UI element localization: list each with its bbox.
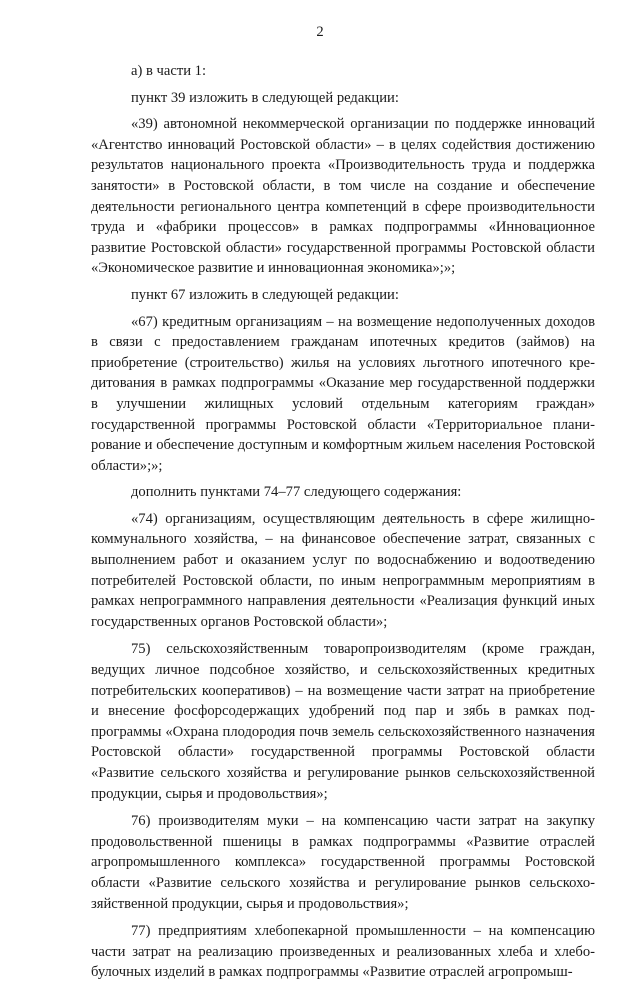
page-number: 2 bbox=[316, 24, 324, 40]
paragraph-item-39: «39) автономной некоммерческой организации по поддержке инноваций «Агентство инноваций Ростовской области» – в целях содействия достижению результатов национального проекта «Производительность труда и поддержка занятости» в Ростовской области, в том числе на создание и обеспечение деятельности регионального центра компетенций в сфере производительности труда и «фабрики процессов» в рамках подпрограммы «Инновационное развитие Ростовской области» государственной программы Ростовской области «Экономическое развитие и инновационная экономика»;»; bbox=[91, 116, 595, 277]
paragraph-items-74-77-intro: дополнить пунктами 74–77 следующего содержания: bbox=[131, 484, 462, 501]
paragraph-item-74: «74) организациям, осуществляющим деятельность в сфере жилищно-коммунального хозяйства, – на финансовое обеспечение затрат, связанных с выполнением работ и оказанием услуг по водоснабжению и водоотведению потребителей Ростовской области, по иным непрограммным мероприятиям в рамках непрограммного направления деятельности «Реализация функций иных государственных органов Ростовской области»; bbox=[91, 510, 595, 630]
document-body bbox=[91, 61, 595, 983]
paragraph-item-77: 77) предприятиям хлебопекарной промышленности – на компенсацию части затрат на реализацию произведенных и реализованных хлеба и хлебобулочных изделий в рамках подпрограммы «Развитие отраслей агропромыш- bbox=[91, 923, 595, 981]
paragraph-item-75: 75) сельскохозяйственным товаропроизводителям (кроме граждан, ведущих личное подсобное хозяйство, и сельскохозяйственных кредитных потребительских кооперативов) – на возмещение части затрат на приобретение и внесение фосфорсодержащих удобрений под пар и зябь в рамках подпрограммы «Охрана плодородия почв земель сельскохозяйственного назначения Ростовской области» государственной программы Ростовской области «Развитие сельского хозяйства и регулирование рынков сельскохозяйственной продукции, сырья и продовольствия»; bbox=[91, 641, 595, 802]
paragraph-item-67: «67) кредитным организациям – на возмещение недополученных доходов в связи с предоставлением гражданам ипотечных кредитов (займов) на приобретение (строительство) жилья на условиях льготного ипотечного кредитования в рамках подпрограммы «Оказание мер государственной поддержки в улучшении жилищных условий отдельным категориям граждан» государственной программы Ростовской области «Территориальное планирование и обеспечение доступным и комфортным жильем населения Ростовской области»;»; bbox=[91, 313, 595, 474]
paragraph-item-76: 76) производителям муки – на компенсацию части затрат на закупку продовольственной пшеницы в рамках подпрограммы «Развитие отраслей агропромышленного комплекса» государственной программы Ростовской области «Развитие сельского хозяйства и регулирование рынков сельскохозяйственной продукции, сырья и продовольствия»; bbox=[91, 813, 595, 912]
paragraph-item-67-intro: пункт 67 изложить в следующей редакции: bbox=[131, 286, 399, 303]
paragraph-item-39-intro: пункт 39 изложить в следующей редакции: bbox=[131, 89, 399, 106]
paragraph-part-1: а) в части 1: bbox=[131, 63, 207, 79]
